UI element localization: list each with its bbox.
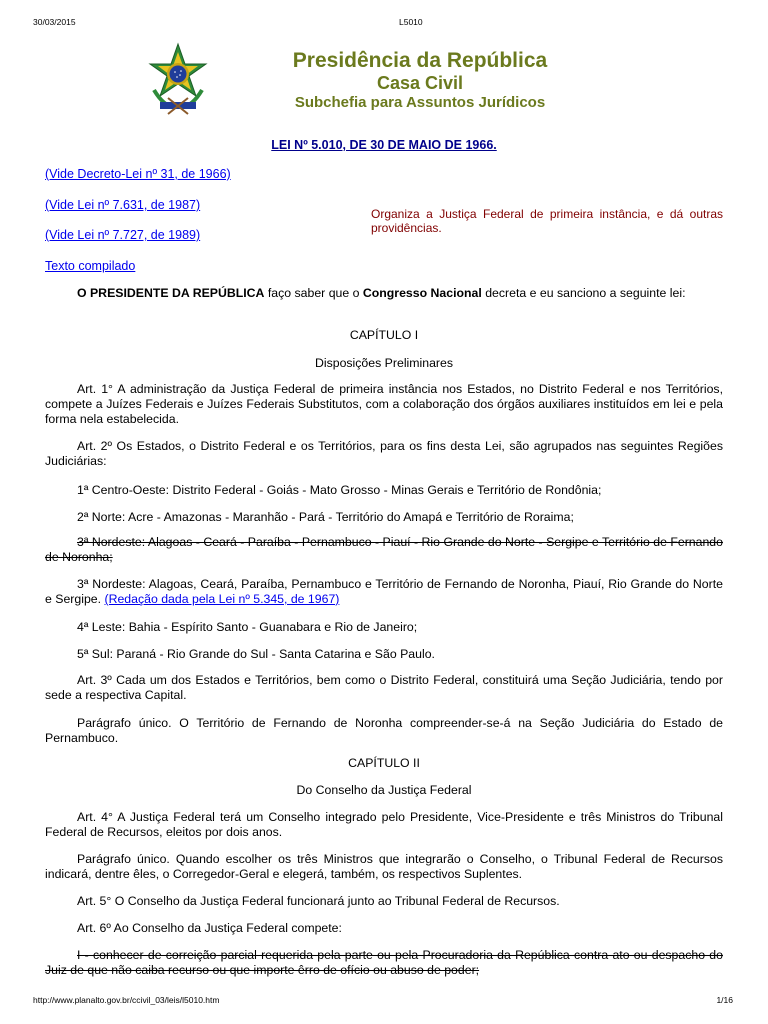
region-3-revoked [45, 535, 723, 565]
art-3-text: Art. 3º Cada um dos Estados e Territórios, bem como o Distrito Federal, constituirá uma Seção Judiciária, tendo por sede a respectiva Capital. [45, 673, 723, 702]
art-2-text: Art. 2º Os Estados, o Distrito Federal e os Territórios, para os fins desta Lei, são agrupados nas seguintes Regiões Judiciárias: [45, 439, 723, 468]
art-4-text: Art. 4° A Justiça Federal terá um Conselho integrado pelo Presidente, Vice-Presidente e três Ministros do Tribunal Federal de Recursos, eleitos por dois anos. [45, 810, 723, 839]
region-5 [45, 647, 723, 662]
art-3-paragraph [45, 716, 723, 746]
art-6-item-i-revoked [45, 948, 723, 978]
chapter-2-subtitle: Do Conselho da Justiça Federal [296, 783, 472, 797]
art-4-paragraph-text: Parágrafo único. Quando escolher os três Ministros que integrarão o Conselho, o Tribunal Federal de Recursos indicará, dentre êles, o Corregedor-Geral e elegerá, também, os respectivos Suplentes. [45, 852, 723, 881]
law-title[interactable] [0, 138, 768, 152]
print-header [33, 17, 733, 31]
art-1-text: Art. 1° A administração da Justiça Federal de primeira instância nos Estados, no Distrito Federal e nos Territórios, compete a Juízes Federais e Juízes Federais Substitutos, com a colaboração dos órgãos auxiliares instituídos em lei e pela forma nela estabelecida. [45, 382, 723, 426]
institution-header [260, 49, 580, 113]
ref-link-lei-7727[interactable]: (Vide Lei nº 7.727, de 1989) [45, 228, 201, 242]
region-4-text: 4ª Leste: Bahia - Espírito Santo - Guanabara e Rio de Janeiro; [77, 620, 418, 634]
preamble-text-2: decreta e eu sanciono a seguinte lei: [481, 286, 686, 300]
preamble-text-1: faço saber que o [264, 286, 363, 300]
ref-link-decreto-lei-31[interactable]: (Vide Decreto-Lei nº 31, de 1966) [45, 167, 231, 181]
region-3-revoked-text: 3ª Nordeste: Alagoas - Ceará - Paraíba - Pernambuco - Piauí - Rio Grande do Norte - Sergipe e Território de Fernando de Noronha; [45, 535, 723, 564]
art-3 [45, 673, 723, 703]
preamble [45, 286, 723, 301]
region-5-text: 5ª Sul: Paraná - Rio Grande do Sul - Santa Catarina e São Paulo. [77, 647, 435, 661]
chapter-1-subtitle: Disposições Preliminares [314, 356, 454, 370]
header-subchefia: Subchefia para Assuntos Jurídicos [294, 94, 546, 111]
region-3 [45, 577, 723, 607]
coat-of-arms-icon [146, 40, 210, 116]
print-doc-name: L5010 [399, 17, 423, 27]
region-1-text: 1ª Centro-Oeste: Distrito Federal - Goiás - Mato Grosso - Minas Gerais e Território de Rondônia; [77, 483, 602, 497]
chapter-1-title: CAPÍTULO I [349, 328, 419, 342]
preamble-congress: Congresso Nacional [362, 286, 482, 300]
print-date: 30/03/2015 [33, 17, 76, 27]
header-casa-civil: Casa Civil [376, 73, 464, 93]
art-4 [45, 810, 723, 840]
art-1 [45, 382, 723, 427]
region-2-text: 2ª Norte: Acre - Amazonas - Maranhão - Pará - Território do Amapá e Território de Roraima; [77, 510, 574, 524]
print-footer [33, 995, 733, 1009]
compiled-text-link[interactable]: Texto compilado [45, 259, 136, 273]
region-1 [45, 483, 723, 498]
art-5-text: Art. 5° O Conselho da Justiça Federal funcionará junto ao Tribunal Federal de Recursos. [77, 894, 560, 908]
art-6 [45, 921, 723, 936]
header-presidencia: Presidência da República [292, 49, 548, 72]
chapter-2-title: CAPÍTULO II [348, 756, 420, 770]
print-page-number: 1/16 [716, 995, 733, 1005]
art-5 [45, 894, 723, 909]
region-2 [45, 510, 723, 525]
region-4 [45, 620, 723, 635]
amendment-link-lei-5345[interactable]: (Redação dada pela Lei nº 5.345, de 1967) [104, 592, 340, 606]
art-2 [45, 439, 723, 469]
art-4-paragraph [45, 852, 723, 882]
print-url: http://www.planalto.gov.br/ccivil_03/leis/l5010.htm [33, 995, 220, 1005]
ementa: Organiza a Justiça Federal de primeira instância, e dá outras providências. [371, 207, 723, 235]
art-6-item-i-text: I - conhecer de correição parcial requerida pela parte ou pela Procuradoria da República contra ato ou despacho do Juiz de que não caiba recurso ou que importe êrro de ofício ou abuso de poder; [45, 948, 723, 977]
art-3-paragraph-text: Parágrafo único. O Território de Fernando de Noronha compreender-se-á na Seção Judiciária do Estado de Pernambuco. [45, 716, 723, 745]
art-6-text: Art. 6º Ao Conselho da Justiça Federal compete: [77, 921, 342, 935]
region-3-text: 3ª Nordeste: Alagoas, Ceará, Paraíba, Pernambuco e Território de Fernando de Noronha, Piauí, Rio Grande do Norte e Sergipe. [45, 577, 723, 606]
ref-link-lei-7631[interactable]: (Vide Lei nº 7.631, de 1987) [45, 198, 201, 212]
preamble-president: O PRESIDENTE DA REPÚBLICA [77, 286, 265, 300]
law-title-text[interactable]: LEI Nº 5.010, DE 30 DE MAIO DE 1966. [271, 138, 497, 152]
